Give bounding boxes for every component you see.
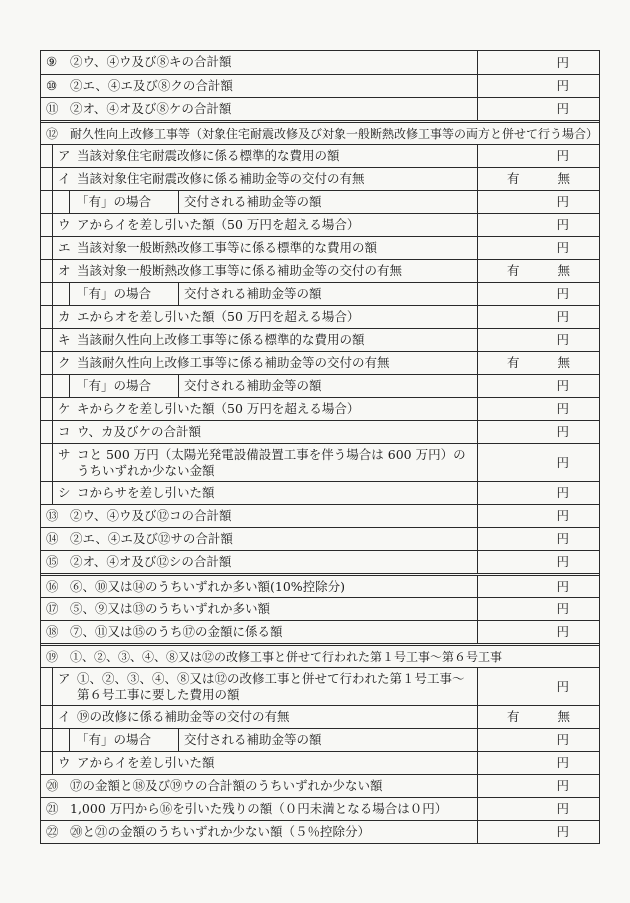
yen-unit-label: 円: [556, 401, 569, 416]
yen-unit-label: 円: [556, 78, 569, 93]
section-title: ①、②、③、④、⑧又は⑫の改修工事と併せて行われた第１号工事～第６号工事: [70, 650, 503, 664]
row-number: ⑬: [46, 508, 59, 523]
row-label-cell: [41, 576, 477, 597]
yen-unit-label: 円: [556, 801, 569, 816]
row-number: ⑩: [46, 78, 58, 93]
value-cell: [477, 51, 599, 74]
row-label: 交付される補助金等の額: [184, 286, 322, 301]
renovation-cost-calculation-table: [40, 50, 600, 844]
row-number: ⑲: [46, 650, 59, 664]
indent-gutter-2: [53, 191, 70, 213]
row-label-cell: [53, 444, 477, 481]
row-label-cell: [53, 214, 477, 236]
row-number: ⑮: [46, 554, 59, 569]
row-number: ⑰: [46, 601, 59, 616]
sub-item-row: [41, 420, 599, 443]
table-row: [41, 620, 599, 643]
indent-gutter: [41, 668, 53, 705]
value-cell: [477, 444, 599, 481]
sub-item-letter: イ: [58, 171, 71, 186]
indent-gutter: [41, 706, 53, 728]
row-label: アからイを差し引いた額: [77, 755, 215, 770]
yen-unit-label: 円: [556, 424, 569, 439]
option-no-label: 無: [557, 709, 571, 724]
yen-unit-label: 円: [556, 309, 569, 324]
row-label-cell: [41, 598, 477, 620]
yen-unit-label: 円: [556, 678, 569, 694]
yen-unit-label: 円: [556, 755, 569, 770]
indent-gutter: [41, 283, 53, 305]
indent-gutter: [41, 444, 53, 481]
row-label: ⑤、⑨又は⑬のうちいずれか多い額: [70, 601, 271, 616]
row-label-cell: [179, 729, 477, 751]
table-row: [41, 97, 599, 120]
indent-gutter: [41, 214, 53, 236]
indent-gutter: [41, 752, 53, 774]
sub-item-letter: ア: [58, 148, 71, 163]
option-no-label: 無: [557, 171, 571, 186]
row-label: キからクを差し引いた額（50 万円を超える場合）: [77, 401, 360, 416]
value-cell: [477, 706, 599, 728]
yen-unit-label: 円: [556, 332, 569, 347]
indent-gutter: [41, 482, 53, 504]
sub-item-row: [41, 328, 599, 351]
row-label: エからオを差し引いた額（50 万円を超える場合）: [77, 309, 360, 324]
option-yes-label: 有: [506, 171, 520, 186]
row-label-cell: [41, 551, 477, 573]
case-condition-label: 「有」の場合: [76, 732, 152, 747]
value-cell: [477, 775, 599, 797]
row-label-cell: [41, 505, 477, 527]
value-cell: [477, 798, 599, 820]
table-row: [41, 820, 599, 843]
row-label: ウ、カ及びケの合計額: [77, 424, 202, 439]
sub-item-letter: ウ: [58, 755, 71, 770]
row-label-cell: [53, 306, 477, 328]
sub-item-letter: シ: [58, 485, 71, 500]
row-label-cell: [53, 706, 477, 728]
sub-item-row: [41, 259, 599, 282]
value-cell: [477, 260, 599, 282]
row-label-cell: [41, 75, 477, 97]
yen-unit-label: 円: [556, 624, 569, 639]
value-cell: [477, 352, 599, 374]
row-label: ②エ、④エ及び⑧クの合計額: [70, 78, 233, 93]
row-number: ⑭: [46, 531, 59, 546]
row-label: コと 500 万円（太陽光発電設備設置工事を伴う場合は 600 万円）のうちいずれか少ない金額: [77, 447, 466, 478]
yen-unit-label: 円: [556, 101, 569, 116]
case-condition-cell: [70, 191, 179, 213]
row-label: 1,000 万円から⑯を引いた残りの額（０円未満となる場合は０円）: [70, 801, 448, 816]
indent-gutter: [41, 329, 53, 351]
indent-gutter-2: [53, 375, 70, 397]
value-cell: [477, 621, 599, 643]
row-label-cell: [53, 237, 477, 259]
sub-item-letter: キ: [58, 332, 71, 347]
row-label-cell: [41, 98, 477, 120]
value-cell: [477, 98, 599, 120]
value-cell: [477, 214, 599, 236]
indent-gutter: [41, 191, 53, 213]
sub-item-letter: カ: [58, 309, 71, 324]
row-label-cell: [41, 621, 477, 643]
value-cell: [477, 191, 599, 213]
row-label: アからイを差し引いた額（50 万円を超える場合）: [77, 217, 360, 232]
row-label-cell: [179, 191, 477, 213]
row-label: 当該対象一般断熱改修工事等に係る標準的な費用の額: [77, 240, 378, 255]
yen-unit-label: 円: [556, 54, 569, 70]
row-label: 当該対象一般断熱改修工事等に係る補助金等の交付の有無: [77, 263, 403, 278]
row-label: ②オ、④オ及び⑧ケの合計額: [70, 101, 232, 116]
row-label-cell: [53, 482, 477, 504]
row-label: ②ウ、④ウ及び⑫コの合計額: [70, 508, 232, 523]
row-number: ⑯: [46, 579, 59, 594]
sub-item-letter: イ: [58, 709, 71, 724]
row-label: 当該耐久性向上改修工事等に係る補助金等の交付の有無: [77, 355, 390, 370]
option-yes-label: 有: [506, 263, 520, 278]
table-row: [41, 774, 599, 797]
case-row: [41, 374, 599, 397]
yen-unit-label: 円: [556, 531, 569, 546]
sub-item-row: [41, 236, 599, 259]
row-number: ⑫: [46, 127, 59, 141]
row-label: 交付される補助金等の額: [184, 378, 322, 393]
table-row: [41, 797, 599, 820]
yen-unit-label: 円: [556, 778, 569, 793]
row-label-cell: [41, 51, 477, 74]
sub-item-letter: サ: [58, 447, 71, 462]
table-row: [41, 74, 599, 97]
table-row: [41, 51, 599, 74]
yen-unit-label: 円: [556, 485, 569, 500]
case-condition-label: 「有」の場合: [76, 194, 152, 209]
row-number: ⑪: [46, 101, 59, 116]
yen-unit-label: 円: [556, 601, 569, 616]
option-yes-label: 有: [506, 355, 520, 370]
row-number: ⑳: [46, 778, 59, 793]
sub-item-row: [41, 167, 599, 190]
row-label-cell: [179, 375, 477, 397]
indent-gutter: [41, 375, 53, 397]
indent-gutter-2: [53, 729, 70, 751]
row-number: ㉒: [46, 824, 59, 839]
value-cell: [477, 576, 599, 597]
yen-unit-label: 円: [556, 554, 569, 569]
table-row: [41, 550, 599, 573]
row-label: ⑦、⑪又は⑮のうち⑰の金額に係る額: [70, 624, 283, 639]
row-number: ㉑: [46, 801, 59, 816]
table-row: [41, 597, 599, 620]
section-header-row: [41, 643, 599, 667]
row-label: ①、②、③、④、⑧又は⑫の改修工事と併せて行われた第１号工事～第６号工事に要した費用の額: [77, 671, 465, 702]
sub-item-letter: エ: [58, 240, 71, 255]
row-label: 当該耐久性向上改修工事等に係る標準的な費用の額: [77, 332, 365, 347]
row-label-cell: [53, 329, 477, 351]
yen-unit-label: 円: [556, 578, 569, 594]
yen-unit-label: 円: [556, 508, 569, 523]
sub-item-letter: ア: [58, 671, 71, 686]
table-row: [41, 504, 599, 527]
indent-gutter: [41, 237, 53, 259]
table-row: [41, 527, 599, 550]
value-cell: [477, 329, 599, 351]
sub-item-row: [41, 351, 599, 374]
value-cell: [477, 528, 599, 550]
sub-item-letter: ケ: [58, 401, 71, 416]
indent-gutter: [41, 729, 53, 751]
row-label-cell: [41, 528, 477, 550]
row-label: ⑥、⑩又は⑭のうちいずれか多い額(10%控除分): [70, 579, 346, 594]
value-cell: [477, 482, 599, 504]
value-cell: [477, 375, 599, 397]
yen-unit-label: 円: [556, 286, 569, 301]
case-condition-cell: [70, 283, 179, 305]
row-label: ⑲の改修に係る補助金等の交付の有無: [77, 709, 290, 724]
sub-item-row: [41, 751, 599, 774]
row-label: コからサを差し引いた額: [77, 485, 215, 500]
row-label: ②オ、④オ及び⑫シの合計額: [70, 554, 232, 569]
row-label: ②ウ、④ウ及び⑧キの合計額: [70, 54, 232, 69]
case-row: [41, 282, 599, 305]
row-label-cell: [53, 145, 477, 167]
indent-gutter-2: [53, 283, 70, 305]
table-row: [41, 573, 599, 597]
section-title: 耐久性向上改修工事等（対象住宅耐震改修及び対象一般断熱改修工事等の両方と併せて行う場合）: [70, 127, 599, 141]
row-label: ⑰の金額と⑱及び⑲ウの合計額のうちいずれか少ない額: [70, 778, 383, 793]
value-cell: [477, 668, 599, 705]
value-cell: [477, 75, 599, 97]
value-cell: [477, 421, 599, 443]
case-condition-cell: [70, 375, 179, 397]
row-number: ⑨: [46, 54, 58, 69]
indent-gutter: [41, 168, 53, 190]
yen-unit-label: 円: [556, 148, 569, 163]
value-cell: [477, 283, 599, 305]
row-label: 当該対象住宅耐震改修に係る補助金等の交付の有無: [77, 171, 365, 186]
sub-item-letter: コ: [58, 424, 71, 439]
value-cell: [477, 752, 599, 774]
sub-item-row: [41, 305, 599, 328]
case-condition-cell: [70, 729, 179, 751]
row-label-cell: [53, 352, 477, 374]
indent-gutter: [41, 398, 53, 420]
yen-unit-label: 円: [556, 217, 569, 232]
indent-gutter: [41, 145, 53, 167]
value-cell: [477, 505, 599, 527]
value-cell: [477, 398, 599, 420]
sub-item-letter: ウ: [58, 217, 71, 232]
value-cell: [477, 168, 599, 190]
yen-unit-label: 円: [556, 194, 569, 209]
row-label-cell: [41, 821, 477, 843]
sub-item-row: [41, 443, 599, 481]
value-cell: [477, 821, 599, 843]
indent-gutter: [41, 421, 53, 443]
section-header-row: [41, 120, 599, 144]
sub-item-row: [41, 144, 599, 167]
row-label-cell: [41, 646, 599, 667]
row-label-cell: [41, 775, 477, 797]
row-label: 交付される補助金等の額: [184, 194, 322, 209]
indent-gutter: [41, 306, 53, 328]
sub-item-row: [41, 481, 599, 504]
case-row: [41, 190, 599, 213]
sub-item-row: [41, 397, 599, 420]
sub-item-row: [41, 705, 599, 728]
row-label-cell: [41, 123, 599, 144]
case-condition-label: 「有」の場合: [76, 286, 152, 301]
row-label: ⑳と㉑の金額のうちいずれか少ない額（５％控除分）: [70, 824, 371, 839]
indent-gutter: [41, 352, 53, 374]
indent-gutter: [41, 260, 53, 282]
value-cell: [477, 145, 599, 167]
row-label: 交付される補助金等の額: [184, 732, 322, 747]
row-label-cell: [179, 283, 477, 305]
row-label-cell: [53, 421, 477, 443]
option-no-label: 無: [557, 355, 571, 370]
row-label-cell: [53, 168, 477, 190]
yen-unit-label: 円: [556, 240, 569, 255]
value-cell: [477, 237, 599, 259]
value-cell: [477, 306, 599, 328]
value-cell: [477, 598, 599, 620]
row-number: ⑱: [46, 624, 59, 639]
value-cell: [477, 551, 599, 573]
yen-unit-label: 円: [556, 824, 569, 839]
value-cell: [477, 729, 599, 751]
row-label: ②エ、④エ及び⑫サの合計額: [70, 531, 233, 546]
yen-unit-label: 円: [556, 454, 569, 470]
row-label-cell: [53, 260, 477, 282]
sub-item-row: [41, 213, 599, 236]
case-row: [41, 728, 599, 751]
row-label-cell: [53, 752, 477, 774]
yen-unit-label: 円: [556, 378, 569, 393]
option-yes-label: 有: [506, 709, 520, 724]
sub-item-letter: オ: [58, 263, 71, 278]
row-label-cell: [41, 798, 477, 820]
sub-item-letter: ク: [58, 355, 71, 370]
case-condition-label: 「有」の場合: [76, 378, 152, 393]
row-label-cell: [53, 668, 477, 705]
option-no-label: 無: [557, 263, 571, 278]
sub-item-row: [41, 667, 599, 705]
row-label-cell: [53, 398, 477, 420]
row-label: 当該対象住宅耐震改修に係る標準的な費用の額: [77, 148, 340, 163]
yen-unit-label: 円: [556, 732, 569, 747]
